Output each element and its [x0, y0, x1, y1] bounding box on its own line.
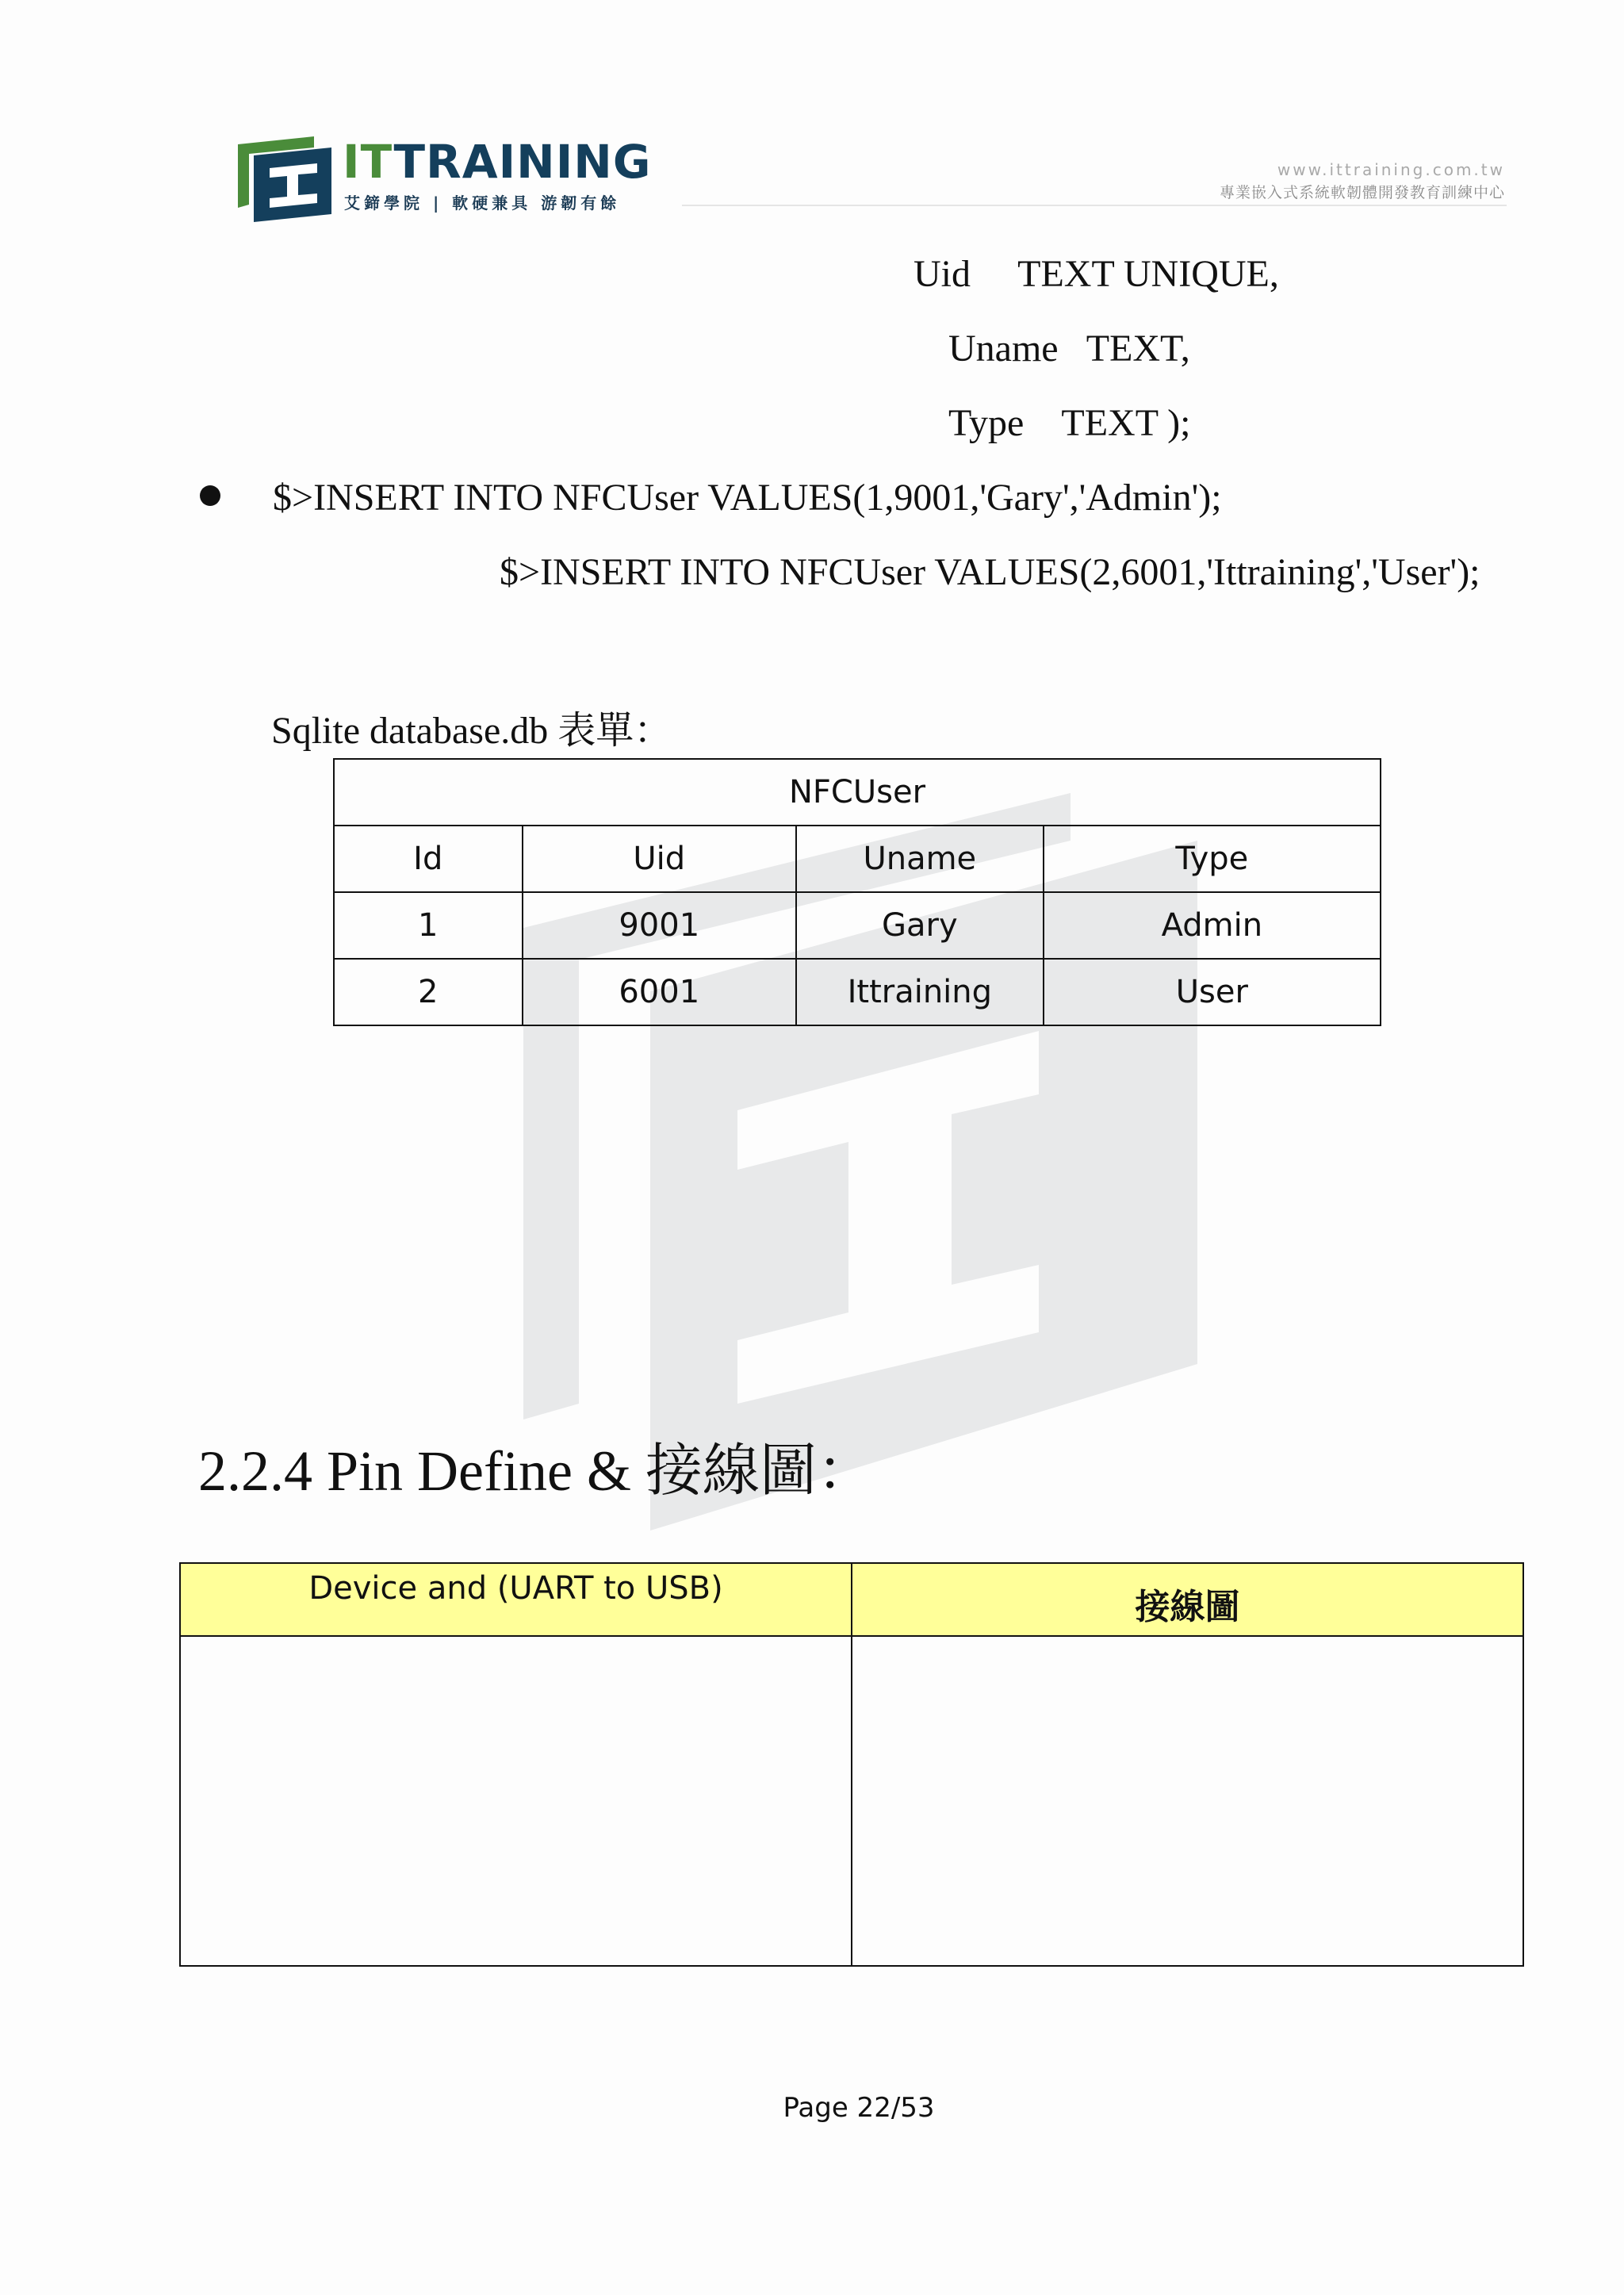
- table-row: [334, 892, 1381, 959]
- column-header-wiring: 接線圖: [852, 1563, 1523, 1636]
- table-header-row: [334, 826, 1381, 892]
- bullet-icon: [200, 485, 220, 506]
- table-cell: Admin: [1044, 892, 1381, 959]
- schema-line-uid: Uid TEXT UNIQUE,: [914, 253, 1279, 295]
- table-header-row: [180, 1563, 1523, 1636]
- column-header: Uid: [523, 826, 796, 892]
- table-cell: 9001: [523, 892, 796, 959]
- page-number: Page 22/53: [783, 2092, 935, 2124]
- column-header-device: Device and (UART to USB): [180, 1563, 852, 1636]
- section-heading: 2.2.4 Pin Define & 接線圖：: [198, 1439, 874, 1503]
- table-title-row: [334, 759, 1381, 826]
- column-header: Uname: [796, 826, 1044, 892]
- site-url: www.ittraining.com.tw: [1277, 160, 1505, 179]
- table-row: [180, 1636, 1523, 1966]
- table-cell: 2: [334, 959, 523, 1025]
- table-cell: 1: [334, 892, 523, 959]
- device-cell: [180, 1636, 852, 1966]
- wiring-diagram-cell: [852, 1636, 1523, 1966]
- insert-statement-1: $>INSERT INTO NFCUser VALUES(1,9001,'Gary','Admin');: [273, 477, 1222, 519]
- db-caption: Sqlite database.db 表單：: [271, 710, 672, 752]
- table-cell: Ittraining: [796, 959, 1044, 1025]
- table-row: [334, 959, 1381, 1025]
- table-cell: 6001: [523, 959, 796, 1025]
- ittraining-logo-icon: [235, 136, 338, 224]
- table-title: NFCUser: [334, 759, 1381, 826]
- table-cell: Gary: [796, 892, 1044, 959]
- schema-line-uname: Uname TEXT,: [948, 328, 1190, 370]
- schema-line-type: Type TEXT );: [948, 402, 1191, 444]
- logo-subtitle: 艾鍗學院 | 軟硬兼具 游韌有餘: [344, 193, 621, 213]
- header-divider: [682, 205, 1507, 206]
- nfcuser-table: [333, 758, 1381, 1026]
- insert-statement-2: $>INSERT INTO NFCUser VALUES(2,6001,'Ittraining','User');: [500, 551, 1480, 593]
- column-header: Id: [334, 826, 523, 892]
- table-cell: User: [1044, 959, 1381, 1025]
- column-header: Type: [1044, 826, 1381, 892]
- logo-wordmark: ITTRAINING: [343, 135, 652, 189]
- site-description: 專業嵌入式系統軟韌體開發教育訓練中心: [1219, 184, 1505, 201]
- pin-define-table: [179, 1562, 1524, 1967]
